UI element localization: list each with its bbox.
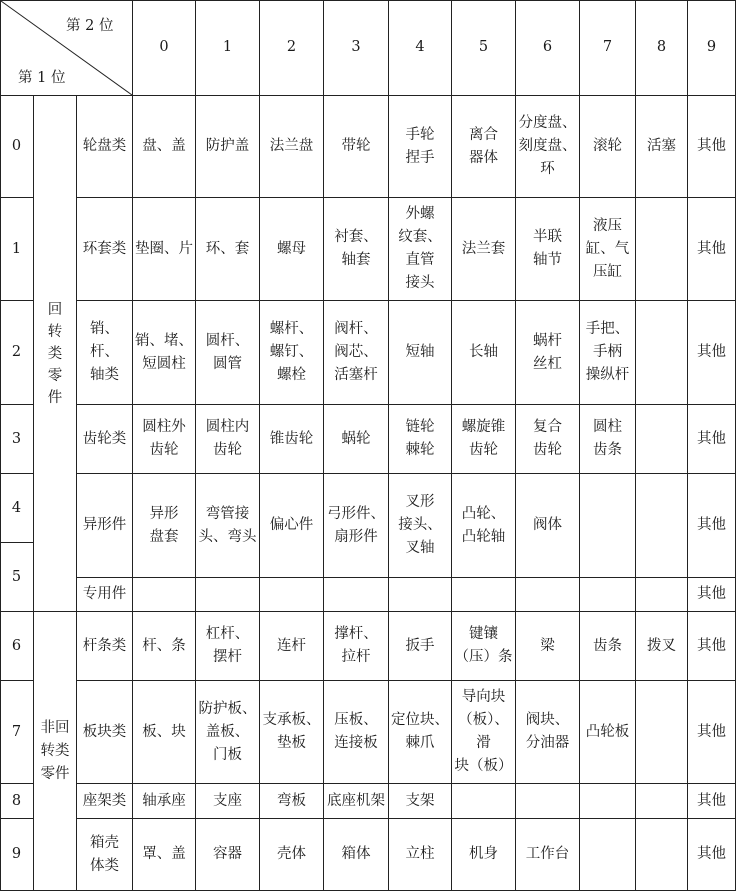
table-cell: 其他 — [688, 681, 736, 784]
table-cell: 立柱 — [389, 819, 452, 891]
column-header-6: 6 — [516, 0, 580, 96]
table-cell — [580, 578, 636, 612]
group-nonrotary: 非回 转类 零件 — [34, 612, 77, 891]
table-cell: 螺旋锥 齿轮 — [452, 405, 516, 474]
table-cell: 定位块、 棘爪 — [389, 681, 452, 784]
table-cell: 杆、条 — [133, 612, 196, 681]
first-digit-9: 9 — [0, 819, 34, 891]
table-cell: 轴承座 — [133, 784, 196, 819]
table-cell: 叉形 接头、 叉轴 — [389, 474, 452, 578]
table-cell: 凸轮、 凸轮轴 — [452, 474, 516, 578]
table-cell: 离合 器体 — [452, 96, 516, 198]
table-cell: 拨叉 — [636, 612, 688, 681]
table-cell: 异形 盘套 — [133, 474, 196, 578]
table-cell: 销、堵、 短圆柱 — [133, 301, 196, 405]
table-cell — [389, 578, 452, 612]
table-cell: 齿条 — [580, 612, 636, 681]
table-cell: 环、套 — [196, 198, 260, 301]
table-cell — [324, 578, 389, 612]
column-header-7: 7 — [580, 0, 636, 96]
first-digit-7: 7 — [0, 681, 34, 784]
table-cell: 阀体 — [516, 474, 580, 578]
category-0: 轮盘类 — [77, 96, 133, 198]
table-cell: 弯管接 头、弯头 — [196, 474, 260, 578]
category-1: 环套类 — [77, 198, 133, 301]
table-cell: 其他 — [688, 784, 736, 819]
table-cell: 螺杆、 螺钉、 螺栓 — [260, 301, 324, 405]
table-cell: 其他 — [688, 301, 736, 405]
table-cell — [636, 301, 688, 405]
first-digit-4: 4 — [0, 474, 34, 543]
table-cell: 其他 — [688, 474, 736, 578]
table-cell: 偏心件 — [260, 474, 324, 578]
table-cell: 手把、 手柄 操纵杆 — [580, 301, 636, 405]
category-7: 板块类 — [77, 681, 133, 784]
table-cell: 衬套、 轴套 — [324, 198, 389, 301]
table-cell: 底座机架 — [324, 784, 389, 819]
column-header-3: 3 — [324, 0, 389, 96]
table-cell: 其他 — [688, 819, 736, 891]
table-cell: 工作台 — [516, 819, 580, 891]
table-cell — [636, 784, 688, 819]
category-4: 异形件 — [77, 474, 133, 578]
category-5: 专用件 — [77, 578, 133, 612]
table-cell — [516, 784, 580, 819]
first-digit-5: 5 — [0, 543, 34, 612]
table-cell: 圆柱 齿条 — [580, 405, 636, 474]
table-cell: 带轮 — [324, 96, 389, 198]
table-cell: 其他 — [688, 578, 736, 612]
table-cell: 支座 — [196, 784, 260, 819]
table-cell — [260, 578, 324, 612]
table-cell — [452, 578, 516, 612]
table-cell: 机身 — [452, 819, 516, 891]
table-cell: 扳手 — [389, 612, 452, 681]
table-cell: 长轴 — [452, 301, 516, 405]
first-digit-2: 2 — [0, 301, 34, 405]
table-cell: 键镶 （压）条 — [452, 612, 516, 681]
table-cell — [636, 578, 688, 612]
table-cell: 其他 — [688, 96, 736, 198]
column-header-9: 9 — [688, 0, 736, 96]
table-cell — [636, 819, 688, 891]
table-cell: 壳体 — [260, 819, 324, 891]
table-cell: 锥齿轮 — [260, 405, 324, 474]
table-cell: 法兰盘 — [260, 96, 324, 198]
table-cell — [133, 578, 196, 612]
first-digit-8: 8 — [0, 784, 34, 819]
table-cell: 凸轮板 — [580, 681, 636, 784]
table-cell: 连杆 — [260, 612, 324, 681]
column-header-1: 1 — [196, 0, 260, 96]
category-2: 销、 杆、 轴类 — [77, 301, 133, 405]
table-cell: 垫圈、片 — [133, 198, 196, 301]
table-cell: 其他 — [688, 405, 736, 474]
table-cell: 导向块 （板）、滑 块（板） — [452, 681, 516, 784]
category-8: 座架类 — [77, 784, 133, 819]
first-digit-0: 0 — [0, 96, 34, 198]
second-digit-label: 第 2 位 — [66, 18, 114, 34]
table-cell — [636, 198, 688, 301]
table-cell: 活塞 — [636, 96, 688, 198]
table-cell — [580, 784, 636, 819]
column-header-5: 5 — [452, 0, 516, 96]
first-digit-6: 6 — [0, 612, 34, 681]
first-digit-label: 第 1 位 — [18, 70, 66, 86]
table-cell: 罩、盖 — [133, 819, 196, 891]
category-6: 杆条类 — [77, 612, 133, 681]
table-cell: 撑杆、 拉杆 — [324, 612, 389, 681]
table-cell — [636, 474, 688, 578]
first-digit-3: 3 — [0, 405, 34, 474]
table-cell: 其他 — [688, 198, 736, 301]
column-header-8: 8 — [636, 0, 688, 96]
table-cell: 杠杆、 摆杆 — [196, 612, 260, 681]
table-cell: 板、块 — [133, 681, 196, 784]
table-cell: 支承板、 垫板 — [260, 681, 324, 784]
table-cell — [452, 784, 516, 819]
column-header-4: 4 — [389, 0, 452, 96]
table-cell: 手轮 捏手 — [389, 96, 452, 198]
category-3: 齿轮类 — [77, 405, 133, 474]
table-cell: 外螺 纹套、 直管 接头 — [389, 198, 452, 301]
table-cell — [196, 578, 260, 612]
table-cell: 滚轮 — [580, 96, 636, 198]
table-cell: 短轴 — [389, 301, 452, 405]
table-cell: 弓形件、 扇形件 — [324, 474, 389, 578]
table-cell: 防护盖 — [196, 96, 260, 198]
table-cell: 圆杆、 圆管 — [196, 301, 260, 405]
table-cell: 圆柱外 齿轮 — [133, 405, 196, 474]
table-cell — [516, 578, 580, 612]
table-cell: 链轮 棘轮 — [389, 405, 452, 474]
table-cell — [636, 405, 688, 474]
first-digit-1: 1 — [0, 198, 34, 301]
table-cell: 复合 齿轮 — [516, 405, 580, 474]
table-cell: 蜗杆 丝杠 — [516, 301, 580, 405]
table-cell: 螺母 — [260, 198, 324, 301]
table-cell: 分度盘、 刻度盘、 环 — [516, 96, 580, 198]
table-cell — [580, 474, 636, 578]
table-cell: 防护板、 盖板、 门板 — [196, 681, 260, 784]
table-cell: 法兰套 — [452, 198, 516, 301]
table-cell: 半联 轴节 — [516, 198, 580, 301]
table-cell: 其他 — [688, 612, 736, 681]
table-cell: 盘、盖 — [133, 96, 196, 198]
table-cell: 蜗轮 — [324, 405, 389, 474]
column-header-2: 2 — [260, 0, 324, 96]
table-cell: 支架 — [389, 784, 452, 819]
table-cell: 梁 — [516, 612, 580, 681]
table-cell: 液压 缸、气 压缸 — [580, 198, 636, 301]
category-9: 箱壳 体类 — [77, 819, 133, 891]
table-cell — [580, 819, 636, 891]
table-cell: 阀杆、 阀芯、 活塞杆 — [324, 301, 389, 405]
table-cell: 阀块、 分油器 — [516, 681, 580, 784]
group-rotary: 回 转 类 零 件 — [34, 96, 77, 612]
table-cell: 弯板 — [260, 784, 324, 819]
table-cell: 容器 — [196, 819, 260, 891]
column-header-0: 0 — [133, 0, 196, 96]
table-cell: 圆柱内 齿轮 — [196, 405, 260, 474]
table-cell: 压板、 连接板 — [324, 681, 389, 784]
table-cell — [636, 681, 688, 784]
table-cell: 箱体 — [324, 819, 389, 891]
